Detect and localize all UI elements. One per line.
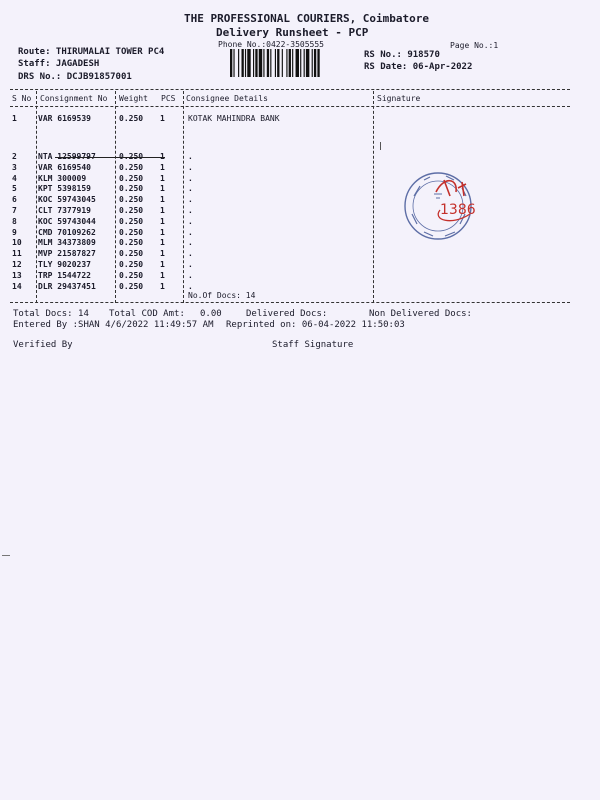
barcode-bar [245, 49, 246, 77]
staff-signature: Staff Signature [272, 340, 354, 350]
cell-weight: 0.250 [119, 216, 144, 226]
page-number: Page No.:1 [450, 41, 499, 50]
cell-sno: 2 [12, 152, 17, 161]
barcode-bar [306, 49, 309, 77]
cell-pcs: 1 [160, 173, 165, 183]
cell-consignment: CMD 70109262 [38, 227, 96, 237]
cell-sno: 12 [12, 260, 22, 269]
barcode-bar [263, 49, 264, 77]
cell-consignee: KOTAK MAHINDRA BANK [188, 114, 280, 123]
cell-weight: 0.250 [119, 206, 144, 215]
no-of-docs: No.Of Docs: 14 [188, 291, 256, 300]
cell-weight: 0.250 [119, 238, 144, 248]
cell-consignee: . [188, 249, 193, 259]
cell-pcs: 1 [160, 227, 165, 237]
barcode-bar [277, 49, 279, 77]
barcode-bar [317, 49, 319, 77]
cell-weight: 0.250 [119, 184, 144, 194]
cell-weight: 0.250 [119, 152, 144, 161]
cell-consignment: CLT 7377919 [38, 206, 91, 215]
barcode-bar [296, 49, 299, 77]
barcode-bar [282, 49, 283, 77]
cell-sno: 1 [12, 114, 17, 123]
verified-by: Verified By [13, 340, 73, 350]
cell-consignee: . [188, 260, 193, 269]
company-name: THE PROFESSIONAL COURIERS, Coimbatore [184, 12, 430, 25]
barcode-bar [314, 49, 316, 77]
bank-stamp [400, 166, 494, 244]
cell-consignee: . [188, 270, 193, 280]
phone-number: Phone No.:0422-3505555 [218, 40, 324, 49]
cell-pcs: 1 [160, 238, 165, 248]
cell-pcs: 1 [160, 216, 165, 226]
cell-consignment: NTA 12599797 [38, 152, 96, 161]
total-cod-value: 0.00 [200, 309, 222, 319]
cell-consignment: TLY 9020237 [38, 260, 91, 269]
barcode-bar [230, 49, 232, 77]
pen-strike-mark [55, 157, 165, 158]
delivered-docs: Delivered Docs: [246, 309, 328, 319]
barcode-bar [270, 49, 271, 77]
cell-consignment: KOC 59743045 [38, 195, 96, 205]
cell-pcs: 1 [160, 114, 165, 123]
column-divider [36, 91, 37, 303]
cell-pcs: 1 [160, 281, 165, 291]
cell-sno: 3 [12, 162, 17, 172]
cell-sno: 8 [12, 216, 17, 226]
cell-consignment: MVP 21587827 [38, 249, 96, 259]
cell-consignment: KLM 300009 [38, 173, 87, 183]
cell-consignee: . [188, 162, 193, 172]
cell-sno: 9 [12, 227, 17, 237]
scan-mark [2, 555, 10, 556]
total-cod-label: Total COD Amt: [109, 309, 185, 319]
cell-pcs: 1 [160, 184, 165, 194]
cell-weight: 0.250 [119, 270, 144, 280]
cell-consignee: . [188, 184, 193, 194]
barcode-bar [286, 49, 287, 77]
cell-consignee: . [188, 173, 193, 183]
column-divider [115, 91, 116, 303]
barcode-bar [289, 49, 291, 77]
handwritten-note: 1386 [440, 202, 476, 218]
cell-consignment: KOC 59743044 [38, 216, 96, 226]
column-header-sno: S No [12, 94, 32, 103]
cell-pcs: 1 [160, 152, 165, 161]
barcode-bar [233, 49, 234, 77]
cell-consignee: . [188, 281, 193, 291]
cell-weight: 0.250 [119, 195, 144, 205]
column-header-consignee: Consignee Details [186, 94, 268, 103]
cell-consignee: . [188, 206, 193, 215]
barcode-bar [255, 49, 257, 77]
cell-consignment: DLR 29437451 [38, 281, 96, 291]
barcode-bar [304, 49, 305, 77]
barcode-bar [247, 49, 250, 77]
cell-consignment: MLM 34373809 [38, 238, 96, 248]
document-title: Delivery Runsheet - PCP [216, 26, 369, 39]
barcode-bar [238, 49, 239, 77]
cell-weight: 0.250 [119, 281, 144, 291]
cell-consignee: . [188, 216, 193, 226]
drs-number: DRS No.: DCJB91857001 [18, 72, 132, 82]
cell-consignment: VAR 6169540 [38, 162, 91, 172]
cell-consignee: . [188, 195, 193, 205]
column-divider [373, 91, 374, 303]
cell-sno: 10 [12, 238, 22, 248]
cell-sno: 4 [12, 173, 17, 183]
column-divider [183, 91, 184, 303]
barcode-bar [259, 49, 262, 77]
column-header-pcs: PCS [161, 94, 176, 103]
cell-sno: 6 [12, 195, 17, 205]
barcode-bar [275, 49, 276, 77]
barcode-bar [242, 49, 244, 77]
pen-tick-mark [380, 142, 382, 150]
table-header-rule [10, 106, 570, 107]
cell-consignee: . [188, 238, 193, 248]
cell-consignment: TRP 1544722 [38, 270, 91, 280]
barcode-bar [300, 49, 301, 77]
cell-pcs: 1 [160, 260, 165, 269]
cell-consignment: KPT 5398159 [38, 184, 91, 194]
barcode-bar [312, 49, 313, 77]
cell-sno: 7 [12, 206, 17, 215]
route-label: Route: THIRUMALAI TOWER PC4 [18, 47, 165, 57]
cell-weight: 0.250 [119, 260, 144, 269]
barcode-bar [267, 49, 269, 77]
cell-weight: 0.250 [119, 162, 144, 172]
entered-by: Entered By :SHAN 4/6/2022 11:49:57 AM [13, 320, 214, 330]
cell-weight: 0.250 [119, 114, 144, 123]
staff-label: Staff: JAGADESH [18, 59, 100, 69]
cell-weight: 0.250 [119, 249, 144, 259]
barcode-bar [292, 49, 293, 77]
cell-sno: 14 [12, 281, 22, 291]
total-docs: Total Docs: 14 [13, 309, 89, 319]
reprinted-on: Reprinted on: 06-04-2022 11:50:03 [226, 320, 405, 330]
table-top-rule [10, 89, 570, 90]
cell-consignment: VAR 6169539 [38, 114, 91, 123]
column-header-signature: Signature [377, 94, 421, 103]
cell-sno: 5 [12, 184, 17, 194]
non-delivered-docs: Non Delivered Docs: [369, 309, 472, 319]
cell-weight: 0.250 [119, 173, 144, 183]
column-header-consignment: Consignment No [40, 94, 108, 103]
rs-date: RS Date: 06-Apr-2022 [364, 62, 473, 72]
cell-sno: 11 [12, 249, 22, 259]
cell-consignee: . [188, 152, 193, 161]
cell-weight: 0.250 [119, 227, 144, 237]
column-header-weight: Weight [119, 94, 148, 103]
barcode-image [230, 49, 348, 77]
cell-sno: 13 [12, 270, 22, 280]
rs-number: RS No.: 918570 [364, 50, 440, 60]
cell-pcs: 1 [160, 206, 165, 215]
cell-pcs: 1 [160, 270, 165, 280]
cell-pcs: 1 [160, 162, 165, 172]
cell-consignee: . [188, 227, 193, 237]
cell-pcs: 1 [160, 249, 165, 259]
barcode-bar [253, 49, 254, 77]
table-bottom-rule [10, 302, 570, 303]
cell-pcs: 1 [160, 195, 165, 205]
